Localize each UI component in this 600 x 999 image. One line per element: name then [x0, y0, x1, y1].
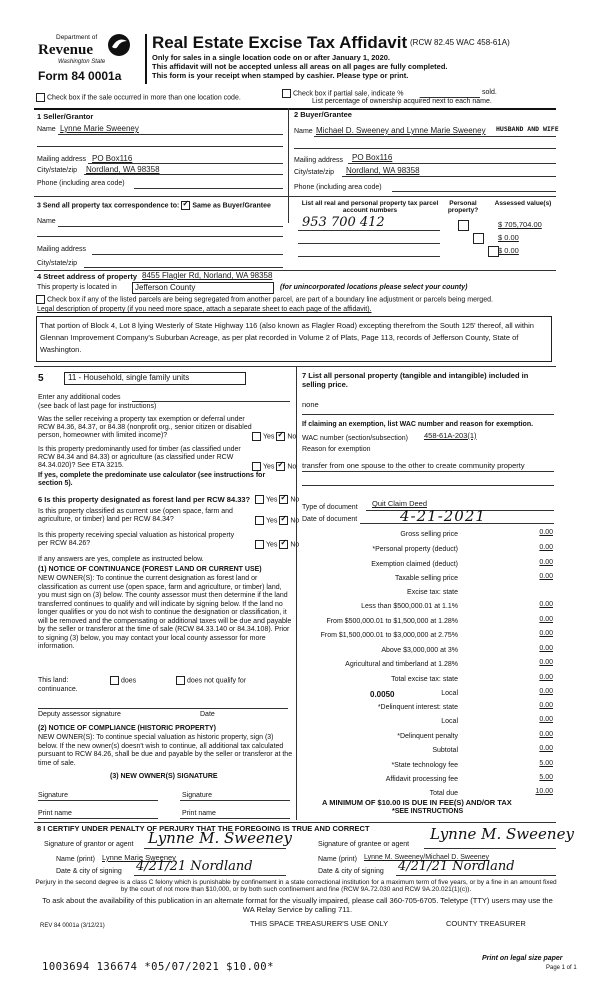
- tax-value-exemption[interactable]: 0.00: [539, 559, 553, 566]
- tax-value-tier2[interactable]: 0.00: [539, 616, 553, 623]
- seller-city-value[interactable]: Nordland, WA 98358: [86, 165, 160, 174]
- yes-label: Yes: [266, 517, 278, 525]
- current-use-no-checkbox[interactable]: [279, 516, 288, 525]
- grantee-date-label: Date & city of signing: [318, 868, 384, 875]
- exemption-answer[interactable]: [252, 432, 296, 441]
- land-use-value: 11 - Household, single family units: [68, 373, 190, 382]
- personal-property-checkbox-1[interactable]: [458, 220, 469, 231]
- forest-question: 6 Is this property designated as forest land per RCW 84.33?: [38, 495, 251, 504]
- grantee-name-value[interactable]: Lynne M. Sweeney/Michael D. Sweeney: [364, 854, 490, 861]
- section3-address-label: Mailing address: [37, 246, 87, 253]
- no-label: No: [290, 496, 300, 504]
- tax-value-tier4[interactable]: 0.00: [539, 645, 553, 652]
- partial-sale-checkbox[interactable]: [282, 89, 291, 98]
- buyer-heading: 2 Buyer/Grantee: [294, 110, 352, 119]
- section5-number: 5: [38, 373, 44, 384]
- assessed-value-3[interactable]: $ 0.00: [498, 246, 519, 255]
- tax-label-processing-fee: Affidavit processing fee: [385, 776, 458, 783]
- grantor-date-label: Date & city of signing: [56, 868, 122, 875]
- multi-location-checkbox[interactable]: [36, 93, 45, 102]
- county-label: This property is located in: [37, 284, 117, 291]
- tax-label-total-state: Total excise tax: state: [391, 676, 458, 683]
- seller-city-label: City/state/zip: [37, 167, 78, 174]
- yes-label: Yes: [266, 496, 278, 504]
- tax-value-agricultural[interactable]: 0.00: [539, 659, 553, 666]
- notice3-heading: (3) NEW OWNER(S) SIGNATURE: [110, 773, 218, 780]
- seller-heading: 1 Seller/Grantor: [37, 112, 94, 121]
- certify-heading: 8 I CERTIFY UNDER PENALTY OF PERJURY THAT THE FOREGOING IS TRUE AND CORRECT: [37, 824, 370, 833]
- tax-value-taxable[interactable]: 0.00: [539, 573, 553, 580]
- revision-label: REV 84 0001a (3/12/21): [40, 923, 105, 929]
- pct-note: List percentage of ownership acquired next to each name.: [312, 98, 492, 105]
- section3-heading: [37, 201, 271, 210]
- tax-value-personal[interactable]: 0.00: [539, 544, 553, 551]
- section3-city-label: City/state/zip: [37, 260, 78, 267]
- grantor-signature[interactable]: Lynne M. Sweeney: [148, 829, 292, 847]
- no-label: No: [290, 517, 300, 525]
- dor-agency-label: Revenue: [38, 42, 93, 58]
- dor-state-label: Washington State: [58, 59, 106, 65]
- tax-label-tech-fee: *State technology fee: [391, 762, 458, 769]
- parcel-col-header: List all real and personal property tax parcel account numbers: [301, 200, 439, 215]
- buyer-phone-label: Phone (including area code): [294, 184, 382, 191]
- notice1-heading: (1) NOTICE OF CONTINUANCE (FOREST LAND OR CURRENT USE): [38, 566, 262, 573]
- wac-label: WAC number (section/subsection): [302, 435, 408, 442]
- tax-value-tech-fee[interactable]: 5.00: [539, 760, 553, 767]
- reason-value[interactable]: transfer from one spouse to the other to create community property: [302, 461, 525, 470]
- form-number: Form 84 0001a: [38, 69, 122, 83]
- dor-dept-label: Department of: [56, 34, 98, 41]
- historic-question: Is this property receiving special valuation as historical property per RCW 84.26?: [38, 532, 235, 548]
- exemption-yes-checkbox[interactable]: [252, 432, 261, 441]
- additional-codes-label: Enter any additional codes: [38, 394, 121, 401]
- historic-yes-checkbox[interactable]: [255, 540, 264, 549]
- local-rate: 0.0050: [370, 690, 395, 699]
- exemption-no-checkbox[interactable]: [276, 432, 285, 441]
- partial-sale-checkbox-row[interactable]: [282, 89, 404, 98]
- assessed-value-1[interactable]: $ 705,704.00: [498, 220, 542, 229]
- tax-label-interest-state: *Delinquent interest: state: [377, 704, 458, 711]
- perjury-notice: Perjury in the second degree is a class C felony which is punishable by confinement in a state correctional institution for a maximum term of five years, or by a fine in an amount fixed by the court of not more than $10,000, or by both such confinement and fine (RCW 9A.72.030 and RCW 9A.20.021(1)(c)).: [35, 879, 557, 894]
- buyer-name-label: Name: [294, 128, 313, 135]
- section3-heading-text: 3 Send all property tax correspondence to:: [37, 202, 180, 210]
- seller-name-value[interactable]: Lynne Marie Sweeney: [60, 124, 139, 133]
- wac-value[interactable]: 458-61A-203(1): [424, 431, 477, 440]
- yes-label: Yes: [266, 541, 278, 549]
- no-label: No: [287, 433, 297, 441]
- tax-value-total-due[interactable]: 10.00: [535, 788, 553, 795]
- new-owner-signature-label-1: Signature: [38, 792, 68, 799]
- grantee-sig-label: Signature of grantee or agent: [318, 841, 410, 848]
- tax-label-tier2: From $500,000.01 to $1,500,000 at 1.28%: [326, 618, 458, 625]
- sold-label: sold.: [482, 89, 497, 96]
- tax-label-interest-local: Local: [441, 718, 458, 725]
- current-use-answer[interactable]: [255, 516, 299, 525]
- buyer-address-value[interactable]: PO Box116: [352, 153, 393, 162]
- section3-name-label: Name: [37, 218, 56, 225]
- exemption-claim-label: If claiming an exemption, list WAC number and reason for exemption.: [302, 421, 534, 428]
- header-note-2: This affidavit will not be accepted unless all areas on all pages are fully completed.: [152, 62, 448, 71]
- buyer-name-value[interactable]: Michael D. Sweeney and Lynne Marie Sweeney: [316, 126, 486, 135]
- doc-date-value[interactable]: 4-21-2021: [400, 507, 486, 525]
- page-number: Page 1 of 1: [546, 965, 577, 971]
- does-qualify-checkbox[interactable]: [110, 676, 119, 685]
- new-owner-print-label-2: Print name: [182, 810, 216, 817]
- legal-description-text: That portion of Block 4, Lot 8 lying Westerly of State Highway 116 (also known as Flagler Road) excepting therefrom the South 125' thereof, all within Glennan Improvement Company's Suburban Acreage, as per plat recorded in Volume 2 of Plats, Page 113, records of Jefferson County, State of Washington.: [40, 321, 534, 354]
- tax-value-interest-local[interactable]: 0.00: [539, 716, 553, 723]
- street-label: 4 Street address of property: [37, 272, 138, 281]
- form-title: Real Estate Excise Tax Affidavit: [152, 33, 408, 52]
- personal-col-header: Personal property?: [447, 200, 479, 215]
- tax-label-total-due: Total due: [429, 790, 458, 797]
- reason-label: Reason for exemption: [302, 446, 371, 453]
- tax-value-processing-fee[interactable]: 5.00: [539, 774, 553, 781]
- deputy-signature-label: Deputy assessor signature: [38, 711, 121, 718]
- grantee-name-label: Name (print): [318, 856, 357, 863]
- tax-label-excise-state: Excise tax: state: [407, 589, 458, 596]
- multi-location-checkbox-row[interactable]: [36, 93, 241, 102]
- same-as-buyer-label: Same as Buyer/Grantee: [192, 202, 271, 210]
- notice2-heading: (2) NOTICE OF COMPLIANCE (HISTORIC PROPERTY): [38, 725, 216, 732]
- timber-yes-checkbox[interactable]: [252, 462, 261, 471]
- street-value[interactable]: 8455 Flagler Rd, Norland, WA 98358: [142, 271, 273, 280]
- historic-no-checkbox[interactable]: [279, 540, 288, 549]
- does-not-label: does not qualify for: [187, 677, 247, 685]
- county-select[interactable]: [132, 282, 274, 294]
- tax-label-personal: *Personal property (deduct): [372, 546, 458, 553]
- section7-heading: 7 List all personal property (tangible and intangible) included in selling price.: [302, 371, 529, 389]
- notice2-text: NEW OWNER(S): To continue special valuation as historic property, sign (3) below. If the new owner(s) doesn't wish to continue, all additional tax calculated pursuant to RCW 84.26, shall be due and payable by the seller or transferor at the time of sale.: [38, 734, 293, 767]
- tax-value-total-state[interactable]: 0.00: [539, 674, 553, 681]
- tax-label-taxable: Taxable selling price: [394, 575, 458, 582]
- tax-value-tier3[interactable]: 0.00: [539, 630, 553, 637]
- accessibility-notice: To ask about the availability of this publication in an alternate format for the visually impaired, please call 360-705-6705. Teletype (TTY) users may use the WA Relay Service by calling 711.: [42, 896, 553, 914]
- tax-value-tier1[interactable]: 0.00: [539, 601, 553, 608]
- segregate-label: Check box if any of the listed parcels are being segregated from another parcel, are part of a boundary line adjustment or parcels being merged.: [47, 296, 493, 304]
- buyer-name-suffix: HUSBAND AND WIFE: [496, 125, 559, 133]
- tax-label-exemption: Exemption claimed (deduct): [371, 561, 458, 568]
- does-qualify-row[interactable]: [110, 676, 136, 685]
- seller-address-value[interactable]: PO Box116: [92, 154, 133, 163]
- tax-label-penalty: *Delinquent penalty: [397, 733, 458, 740]
- does-not-qualify-row[interactable]: [176, 676, 246, 685]
- no-label: No: [287, 463, 297, 471]
- grantee-date-value[interactable]: 4/21/21 Nordland: [398, 859, 515, 874]
- assessed-col-header: Assessed value(s): [494, 200, 552, 207]
- county-select-value: Jefferson County: [135, 283, 196, 292]
- revenue-swirl-icon: [106, 32, 132, 58]
- grantee-signature[interactable]: Lynne M. Sweeney: [430, 825, 574, 843]
- exemption-question: Was the seller receiving a property tax exemption or deferral under RCW 84.36, 84.37, or 84.38 (nonprofit org., senior citizen or disabled person, homeowner with limited income)?: [38, 416, 252, 440]
- tax-label-gross: Gross selling price: [400, 531, 458, 538]
- see-back-label: (see back of last page for instructions): [38, 403, 157, 410]
- deputy-date-label: Date: [200, 711, 215, 718]
- grantor-sig-label: Signature of grantor or agent: [44, 841, 134, 848]
- header-divider: [145, 34, 147, 84]
- header-note-3: This form is your receipt when stamped by cashier. Please type or print.: [152, 71, 409, 80]
- doc-type-value[interactable]: Quit Claim Deed: [372, 499, 428, 508]
- multi-location-label: Check box if the sale occurred in more than one location code.: [47, 94, 241, 102]
- tax-value-subtotal[interactable]: 0.00: [539, 745, 553, 752]
- buyer-city-value[interactable]: Nordland, WA 98358: [346, 166, 420, 175]
- notice1-text: NEW OWNER(S): To continue the current designation as forest land or classification as current use (open space, farm and agriculture, or timber) land, you must sign on (3) below. The county assessor must then determine if the land transferred continues to qualify and will indicate by signing below. If the land no longer qualifies or you do not wish to continue the designation or classification, it will be removed and the compensating or additional taxes will be due and payable by the seller or transferor at the time of sale (RCW 84.33.140 or 84.34.108). Prior to signing (3) below, you may contact your local county assessor for more information.: [38, 575, 292, 651]
- personal-property-checkbox-2[interactable]: [473, 233, 484, 244]
- parcel-number[interactable]: 953 700 412: [302, 215, 385, 230]
- does-not-qualify-checkbox[interactable]: [176, 676, 185, 685]
- timber-no-checkbox[interactable]: [276, 462, 285, 471]
- tax-value-local[interactable]: 0.00: [539, 688, 553, 695]
- new-owner-print-label-1: Print name: [38, 810, 72, 817]
- current-use-question: Is this property classified as current use (open space, farm and agriculture, or timber) land per RCW 84.34?: [38, 508, 233, 524]
- grantor-name-value[interactable]: Lynne Marie Sweeney: [102, 853, 176, 862]
- yes-label: Yes: [263, 463, 275, 471]
- historic-answer[interactable]: [255, 540, 299, 549]
- dor-logo: [34, 30, 134, 86]
- county-note: (for unincorporated locations please select your county): [280, 284, 468, 291]
- personal-property-value[interactable]: none: [302, 400, 319, 409]
- tax-label-tier3: From $1,500,000.01 to $3,000,000 at 2.75%: [320, 632, 458, 639]
- legal-description-box[interactable]: [36, 316, 552, 362]
- new-owner-signature-label-2: Signature: [182, 792, 212, 799]
- this-land-label: This land:: [38, 677, 69, 684]
- partial-sale-label: Check box if partial sale, indicate %: [293, 90, 404, 98]
- forest-answer[interactable]: [255, 495, 299, 504]
- tax-value-gross[interactable]: 0.00: [539, 529, 553, 536]
- header-note-1: Only for sales in a single location code on or after January 1, 2020.: [152, 53, 390, 62]
- tax-label-tier4: Above $3,000,000 at 3%: [381, 647, 458, 654]
- minimum-due-note: A MINIMUM OF $10.00 IS DUE IN FEE(S) AND/OR TAX: [322, 798, 512, 807]
- buyer-city-label: City/state/zip: [294, 169, 335, 176]
- segregate-row[interactable]: [36, 295, 556, 304]
- tax-label-tier1: Less than $500,000.01 at 1.1%: [361, 603, 458, 610]
- continuance-label: continuance.: [38, 686, 78, 693]
- forest-no-checkbox[interactable]: [279, 495, 288, 504]
- tax-label-agricultural: Agricultural and timberland at 1.28%: [345, 661, 458, 668]
- current-use-yes-checkbox[interactable]: [255, 516, 264, 525]
- forest-yes-checkbox[interactable]: [255, 495, 264, 504]
- land-use-select[interactable]: [64, 372, 246, 385]
- seller-phone-label: Phone (including area code): [37, 180, 125, 187]
- receipt-stamp: 1003694 136674 *05/07/2021 $10.00*: [42, 961, 274, 973]
- see-instructions-note: *SEE INSTRUCTIONS: [392, 808, 464, 815]
- no-label: No: [290, 541, 300, 549]
- if-yes-note: If any answers are yes, complete as instructed below.: [38, 556, 204, 563]
- treasurer-use-label: THIS SPACE TREASURER'S USE ONLY: [250, 919, 389, 928]
- legal-desc-label: Legal description of property (if you need more space, attach a separate sheet to each page of the affidavit).: [37, 306, 372, 313]
- assessed-value-2[interactable]: $ 0.00: [498, 233, 519, 242]
- timber-answer[interactable]: [252, 462, 296, 471]
- county-treasurer-label: COUNTY TREASURER: [446, 919, 526, 928]
- form-rcw: (RCW 82.45 WAC 458-61A): [410, 38, 510, 47]
- grantor-name-label: Name (print): [56, 856, 95, 863]
- seller-address-label: Mailing address: [37, 156, 87, 163]
- tax-label-subtotal: Subtotal: [432, 747, 458, 754]
- buyer-address-label: Mailing address: [294, 157, 344, 164]
- tax-value-interest-state[interactable]: 0.00: [539, 702, 553, 709]
- same-as-buyer-checkbox[interactable]: [181, 201, 190, 210]
- tax-value-penalty[interactable]: 0.00: [539, 731, 553, 738]
- timber-question: Is this property predominantly used for timber (as classified under RCW 84.34 and 84.33) or agriculture (as classified under RCW 84.34.020)? See ETA 3215.: [38, 446, 241, 470]
- segregate-checkbox[interactable]: [36, 295, 45, 304]
- doc-date-label: Date of document: [302, 516, 358, 523]
- yes-label: Yes: [263, 433, 275, 441]
- seller-name-label: Name: [37, 126, 56, 133]
- doc-type-label: Type of document: [302, 504, 358, 511]
- legal-size-note: Print on legal size paper: [482, 955, 563, 962]
- tax-label-local: Local: [441, 690, 458, 697]
- does-label: does: [121, 677, 137, 685]
- predominate-note: If yes, complete the predominate use calculator (see instructions for section 5).: [38, 472, 266, 488]
- grantor-date-value[interactable]: 4/21/21 Nordland: [136, 859, 253, 874]
